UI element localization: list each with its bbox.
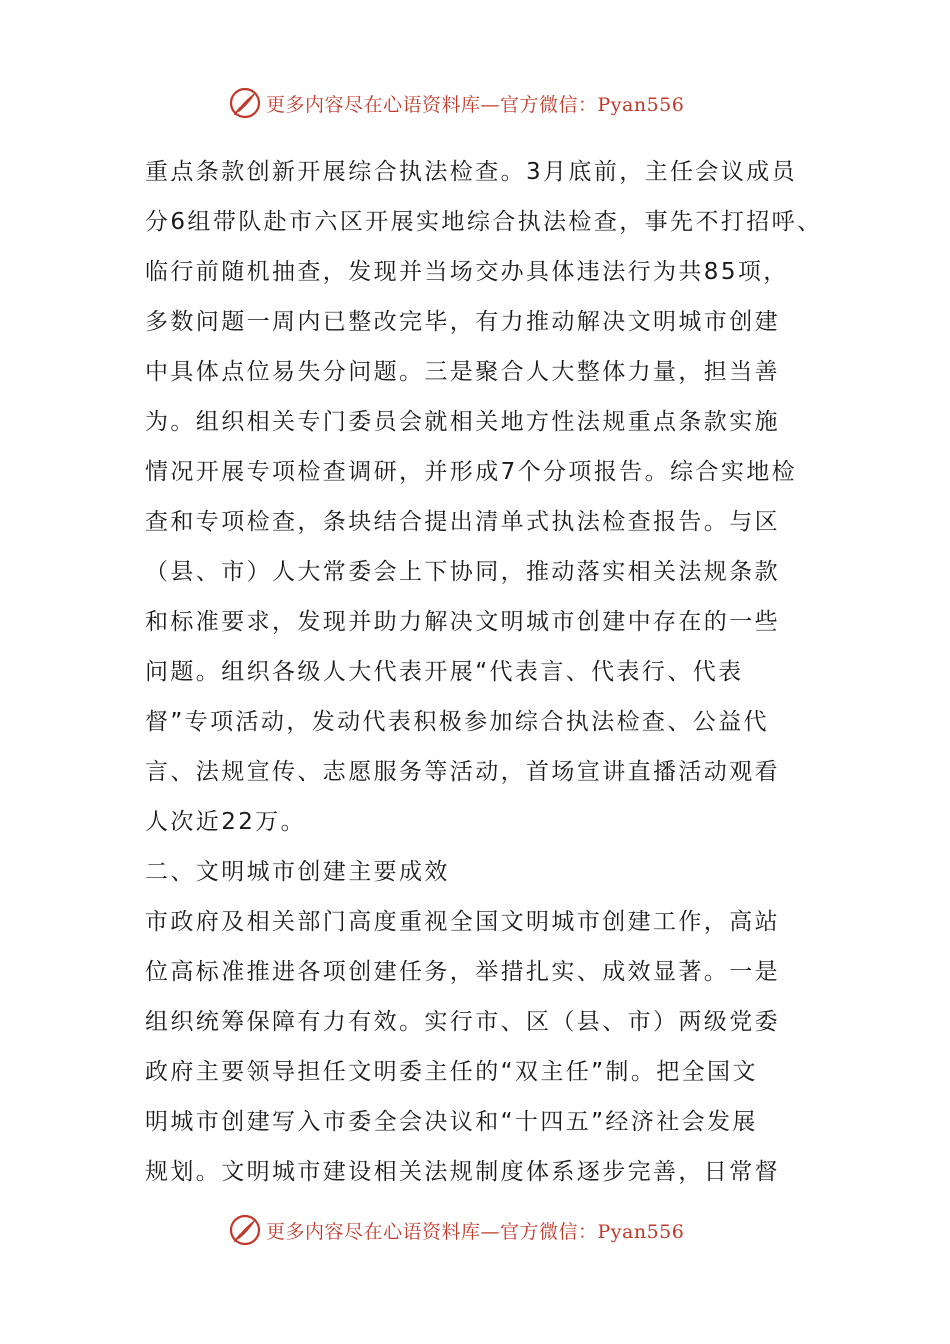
section-heading: 二、文明城市创建主要成效 <box>145 859 450 885</box>
text-line: 中具体点位易失分问题。三是聚合人大整体力量，担当善 <box>145 359 780 385</box>
text-line: （县、市）人大常委会上下协同，推动落实相关法规条款 <box>145 559 780 585</box>
text-line: 督”专项活动，发动代表积极参加综合执法检查、公益代 <box>145 709 769 735</box>
quill-logo-icon <box>228 86 262 120</box>
watermark-text: 更多内容尽在心语资料库—官方微信：Pyan556 <box>266 93 685 116</box>
quill-logo-icon <box>228 1213 262 1247</box>
text-line: 情况开展专项检查调研，并形成7个分项报告。综合实地检 <box>145 459 798 485</box>
text-line: 多数问题一周内已整改完毕，有力推动解决文明城市创建 <box>145 309 780 335</box>
text-line: 言、法规宣传、志愿服务等活动，首场宣讲直播活动观看 <box>145 759 780 785</box>
text-line: 和标准要求，发现并助力解决文明城市创建中存在的一些 <box>145 609 780 635</box>
text-line: 重点条款创新开展综合执法检查。3月底前，主任会议成员 <box>145 159 798 185</box>
text-line: 分6组带队赴市六区开展实地综合执法检查，事先不打招呼、 <box>145 209 823 235</box>
text-line: 政府主要领导担任文明委主任的“双主任”制。把全国文 <box>145 1059 758 1085</box>
text-line: 问题。组织各级人大代表开展“代表言、代表行、代表 <box>145 659 744 685</box>
text-line: 临行前随机抽查，发现并当场交办具体违法行为共85项， <box>145 259 789 285</box>
body-text <box>145 147 845 1197</box>
text-line: 为。组织相关专门委员会就相关地方性法规重点条款实施 <box>145 409 780 435</box>
text-line: 查和专项检查，条块结合提出清单式执法检查报告。与区 <box>145 509 780 535</box>
text-line: 明城市创建写入市委全会决议和“十四五”经济社会发展 <box>145 1109 758 1135</box>
text-line: 市政府及相关部门高度重视全国文明城市创建工作，高站 <box>145 909 780 935</box>
text-line: 规划。文明城市建设相关法规制度体系逐步完善，日常督 <box>145 1159 780 1185</box>
watermark-text: 更多内容尽在心语资料库—官方微信：Pyan556 <box>266 1220 685 1243</box>
header-watermark <box>228 83 684 123</box>
text-line: 人次近22万。 <box>145 809 307 835</box>
footer-watermark <box>228 1210 684 1250</box>
text-line: 位高标准推进各项创建任务，举措扎实、成效显著。一是 <box>145 959 780 985</box>
text-line: 组织统筹保障有力有效。实行市、区（县、市）两级党委 <box>145 1009 780 1035</box>
